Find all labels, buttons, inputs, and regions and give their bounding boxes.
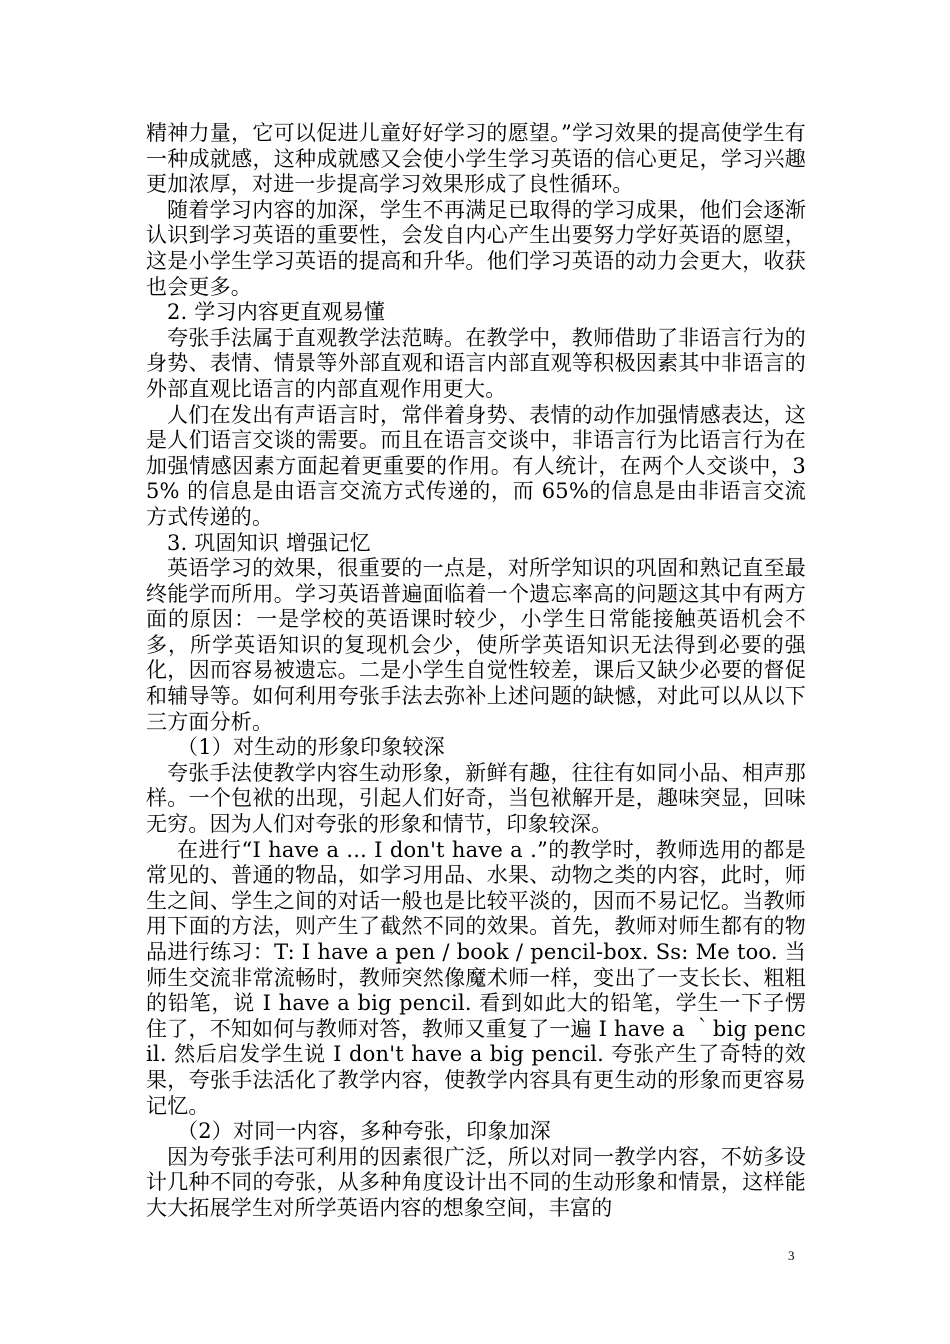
subsection-heading-2: （2）对同一内容，多种夸张，印象加深	[177, 1119, 551, 1144]
section-heading-2: 2. 学习内容更直观易懂	[167, 300, 386, 325]
subsection-heading-1: （1）对生动的形象印象较深	[177, 735, 445, 760]
paragraph: 英语学习的效果，很重要的一点是，对所学知识的巩固和熟记直至最终能学而所用。学习英语普遍面临着一个遗忘率高的问题这其中有两方面的原因：一是学校的英语课时较少，小学生日常能接触英语机会不多，所学英语知识的复现机会少，使所学英语知识无法得到必要的强化，因而容易被遗忘。二是小学生自觉性较差，课后又缺少必要的督促和辅导等。如何利用夸张手法去弥补上述问题的缺憾，对此可以从以下三方面分析。	[146, 556, 806, 734]
paragraph: 夸张手法使教学内容生动形象，新鲜有趣，往往有如同小品、相声那样。一个包袱的出现，引起人们好奇，当包袱解开是，趣味突显，回味无穷。因为人们对夸张的形象和情节，印象较深。	[146, 760, 806, 837]
section-heading-3: 3. 巩固知识 增强记忆	[167, 530, 371, 555]
paragraph: 因为夸张手法可利用的因素很广泛，所以对同一教学内容，不妨多设计几种不同的夸张，从多种角度设计出不同的生动形象和情景，这样能大大拓展学生对所学英语内容的想象空间，丰富的	[146, 1144, 806, 1220]
page-number: 3	[788, 1248, 795, 1263]
paragraph: 人们在发出有声语言时，常伴着身势、表情的动作加强情感表达，这是人们语言交谈的需要。而且在语言交谈中，非语言行为比语言行为在加强情感因素方面起着更重要的作用。有人统计，在两个人交谈中，35% 的信息是由语言交流方式传递的，而 65%的信息是由非语言交流方式传递的。	[146, 402, 806, 529]
paragraph-continuation: 精神力量，它可以促进儿童好好学习的愿望。”学习效果的提高使学生有一种成就感，这种成就感又会使小学生学习英语的信心更足，学习兴趣更加浓厚，对进一步提高学习效果形成了良性循环。	[146, 121, 806, 197]
paragraph-example: 在进行“I have a ... I don't have a .”的教学时，教师选用的都是常见的、普通的物品，如学习用品、水果、动物之类的内容，此时，师生之间、学生之间的对话一般也是比较平淡的，因而不易记忆。当教师用下面的方法，则产生了截然不同的效果。首先，教师对师生都有的物品进行练习：T: I have a pen / book / pencil-box. Ss: Me too. 当师生交流非常流畅时，教师突然像魔术师一样，变出了一支长长、粗粗的铅笔，说 I have a big pencil. 看到如此大的铅笔，学生一下子愣住了，不知如何与教师对答，教师又重复了一遍 I have a ｀big pencil. 然后启发学生说 I don't have a big pencil. 夸张产生了奇特的效果，夸张手法活化了教学内容，使教学内容具有更生动的形象而更容易记忆。	[146, 837, 806, 1118]
paragraph: 夸张手法属于直观教学法范畴。在教学中，教师借助了非语言行为的身势、表情、情景等外部直观和语言内部直观等积极因素其中非语言的外部直观比语言的内部直观作用更大。	[146, 325, 806, 401]
paragraph: 随着学习内容的加深，学生不再满足已取得的学习成果，他们会逐渐认识到学习英语的重要性，会发自内心产生出要努力学好英语的愿望，这是小学生学习英语的提高和升华。他们学习英语的动力会更大，收获也会更多。	[146, 197, 806, 299]
document-body	[146, 121, 806, 1222]
